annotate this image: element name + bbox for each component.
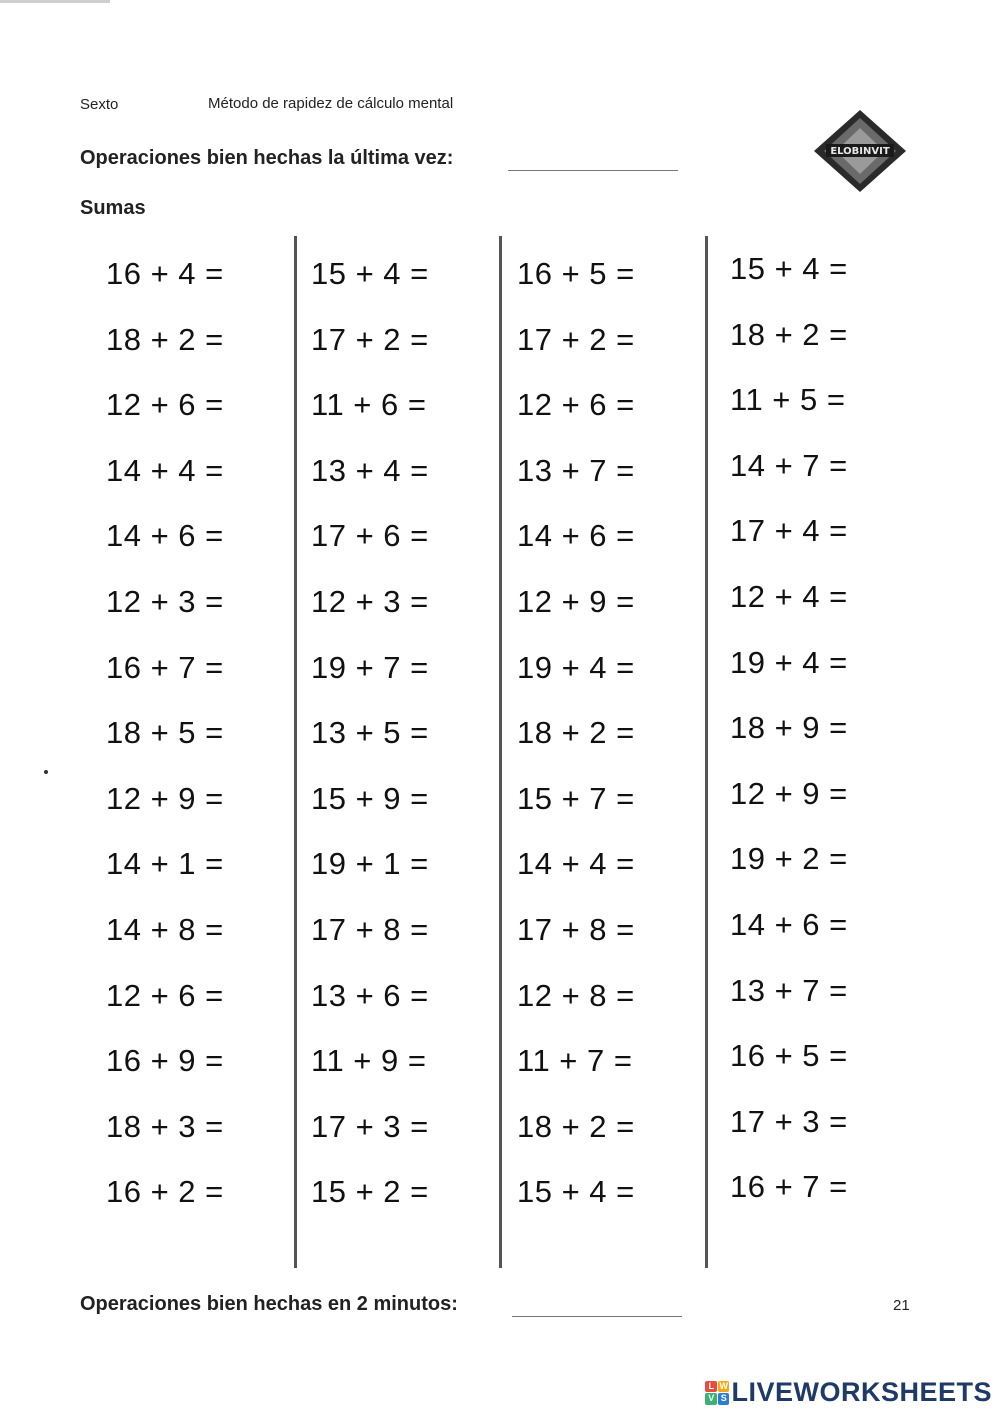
sum-exercise[interactable]: 12 + 9 = [106,781,224,816]
sum-exercise[interactable]: 14 + 8 = [106,912,224,947]
sum-exercise[interactable]: 12 + 6 = [106,978,224,1013]
two-minutes-answer-line[interactable] [512,1316,682,1317]
sum-exercise[interactable]: 12 + 4 = [730,579,848,614]
sum-exercise[interactable]: 12 + 3 = [106,584,224,619]
sum-exercise[interactable]: 17 + 8 = [517,912,635,947]
logo-letter: W [719,1380,728,1391]
diamond-emblem-icon [812,108,908,194]
logo-letter: V [705,1393,717,1405]
liveworksheets-logo-icon [705,1381,729,1405]
two-minutes-label: Operaciones bien hechas en 2 minutos: [80,1293,458,1315]
scan-edge-mark [0,0,110,3]
section-title: Sumas [80,197,146,219]
sum-exercise[interactable]: 12 + 3 = [311,584,429,619]
sum-exercise[interactable]: 11 + 6 = [311,387,427,422]
column-divider-3 [705,236,708,1268]
brand-name: LIVEWORKSHEETS [731,1377,992,1407]
sum-exercise[interactable]: 12 + 6 = [106,387,224,422]
sum-exercise[interactable]: 12 + 6 = [517,387,635,422]
sum-exercise[interactable]: 15 + 4 = [730,251,848,286]
sum-exercise[interactable]: 11 + 5 = [730,382,846,417]
sum-exercise[interactable]: 14 + 6 = [517,518,635,553]
sum-exercise[interactable]: 16 + 5 = [730,1038,848,1073]
sum-exercise[interactable]: 19 + 7 = [311,650,429,685]
sum-exercise[interactable]: 17 + 3 = [311,1109,429,1144]
sum-exercise[interactable]: 15 + 9 = [311,781,429,816]
logo-text: ELOBINVIT [830,146,890,157]
sum-exercise[interactable]: 16 + 2 = [106,1174,224,1209]
sum-exercise[interactable]: 18 + 3 = [106,1109,224,1144]
liveworksheets-brand[interactable] [705,1377,992,1408]
column-divider-1 [294,236,297,1268]
sum-exercise[interactable]: 17 + 2 = [517,322,635,357]
sum-exercise[interactable]: 14 + 6 = [106,518,224,553]
sum-exercise[interactable]: 19 + 4 = [517,650,635,685]
sum-exercise[interactable]: 18 + 2 = [517,1109,635,1144]
sum-exercise[interactable]: 19 + 2 = [730,841,848,876]
sum-exercise[interactable]: 15 + 4 = [311,256,429,291]
sum-exercise[interactable]: 13 + 7 = [517,453,635,488]
method-title: Método de rapidez de cálculo mental [208,95,454,112]
sum-exercise[interactable]: 13 + 7 = [730,973,848,1008]
sum-exercise[interactable]: 12 + 9 = [730,776,848,811]
sum-exercise[interactable]: 18 + 9 = [730,710,848,745]
sum-exercise[interactable]: 15 + 2 = [311,1174,429,1209]
sum-exercise[interactable]: 17 + 8 = [311,912,429,947]
page-number: 21 [893,1297,910,1314]
sum-exercise[interactable]: 12 + 9 = [517,584,635,619]
sum-exercise[interactable]: 14 + 4 = [106,453,224,488]
sum-exercise[interactable]: 16 + 7 = [730,1169,848,1204]
sum-exercise[interactable]: 17 + 4 = [730,513,848,548]
sum-exercise[interactable]: 16 + 4 = [106,256,224,291]
sum-exercise[interactable]: 19 + 1 = [311,846,429,881]
sum-exercise[interactable]: 14 + 6 = [730,907,848,942]
sum-exercise[interactable]: 18 + 2 = [106,322,224,357]
sum-exercise[interactable]: 17 + 3 = [730,1104,848,1139]
sum-exercise[interactable]: 13 + 6 = [311,978,429,1013]
sum-exercise[interactable]: 16 + 9 = [106,1043,224,1078]
last-time-answer-line[interactable] [508,170,678,171]
sum-exercise[interactable]: 18 + 2 = [517,715,635,750]
sum-exercise[interactable]: 11 + 9 = [311,1043,427,1078]
column-divider-2 [499,236,502,1268]
sum-exercise[interactable]: 14 + 4 = [517,846,635,881]
sum-exercise[interactable]: 13 + 4 = [311,453,429,488]
sum-exercise[interactable]: 15 + 4 = [517,1174,635,1209]
sum-exercise[interactable]: 12 + 8 = [517,978,635,1013]
sum-exercise[interactable]: 14 + 1 = [106,846,224,881]
last-time-label: Operaciones bien hechas la última vez: [80,147,454,169]
sum-exercise[interactable]: 17 + 6 = [311,518,429,553]
logo-letter: L [705,1381,717,1393]
sum-exercise[interactable]: 16 + 5 = [517,256,635,291]
sum-exercise[interactable]: 19 + 4 = [730,645,848,680]
sum-exercise[interactable]: 11 + 7 = [517,1043,633,1078]
scan-speck [44,770,48,774]
sum-exercise[interactable]: 15 + 7 = [517,781,635,816]
logo-letter: S [718,1393,730,1405]
sum-exercise[interactable]: 13 + 5 = [311,715,429,750]
sum-exercise[interactable]: 17 + 2 = [311,322,429,357]
sum-exercise[interactable]: 16 + 7 = [106,650,224,685]
sum-exercise[interactable]: 18 + 5 = [106,715,224,750]
grade-label: Sexto [80,96,119,113]
sum-exercise[interactable]: 14 + 7 = [730,448,848,483]
sum-exercise[interactable]: 18 + 2 = [730,317,848,352]
